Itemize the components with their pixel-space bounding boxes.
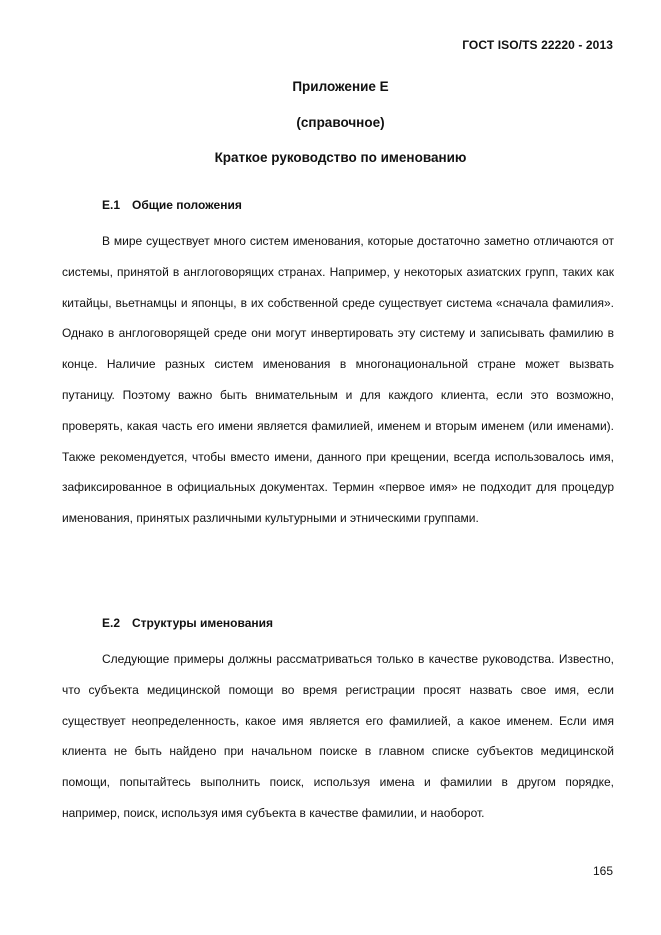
appendix-title: Приложение Е — [292, 79, 389, 94]
page-number: 165 — [592, 864, 613, 878]
section-number: Е.2 — [102, 616, 121, 630]
section-heading-e2 — [102, 616, 273, 630]
section-title: Общие положения — [132, 198, 242, 212]
section-paragraph-e2: Следующие примеры должны рассматриваться только в качестве руководства. Известно, что субъекта медицинской помощи во время регистрации просят назвать свое имя, если существует неопределенность, какое имя является его фамилией, а какое именем. Если имя клиента не быть найдено при начальном поиске в главном списке субъектов медицинской помощи, попытайтесь выполнить поиск, используя имена и фамилии в другом порядке, например, поиск, используя имя субъекта в качестве фамилии, и наоборот. — [62, 652, 614, 820]
section-paragraph-e1: В мире существует много систем именования, которые достаточно заметно отличаются от системы, принятой в англоговорящих странах. Например, у некоторых азиатских групп, таких как китайцы, вьетнамцы и японцы, в их собственной среде существует система «сначала фамилия». Однако в англоговорящей среде они могут инвертировать эту систему и записывать фамилию в конце. Наличие разных систем именования в многонациональной стране может вызвать путаницу. Поэтому важно быть внимательным и для каждого клиента, если это возможно, проверять, какая часть его имени является фамилией, именем и вторым именем (или именами). Также рекомендуется, чтобы вместо имени, данного при крещении, всегда использовалось имя, зафиксированное в официальных документах. Термин «первое имя» не подходит для процедур именования, принятых различными культурными и этническими группами. — [62, 234, 614, 526]
section-heading-e1 — [102, 198, 242, 212]
standard-code-header: ГОСТ ISO/TS 22220 - 2013 — [462, 38, 613, 52]
appendix-type: (справочное) — [296, 115, 385, 130]
appendix-subtitle: Краткое руководство по именованию — [214, 150, 467, 165]
section-title: Структуры именования — [132, 616, 274, 630]
section-number: Е.1 — [102, 198, 121, 212]
